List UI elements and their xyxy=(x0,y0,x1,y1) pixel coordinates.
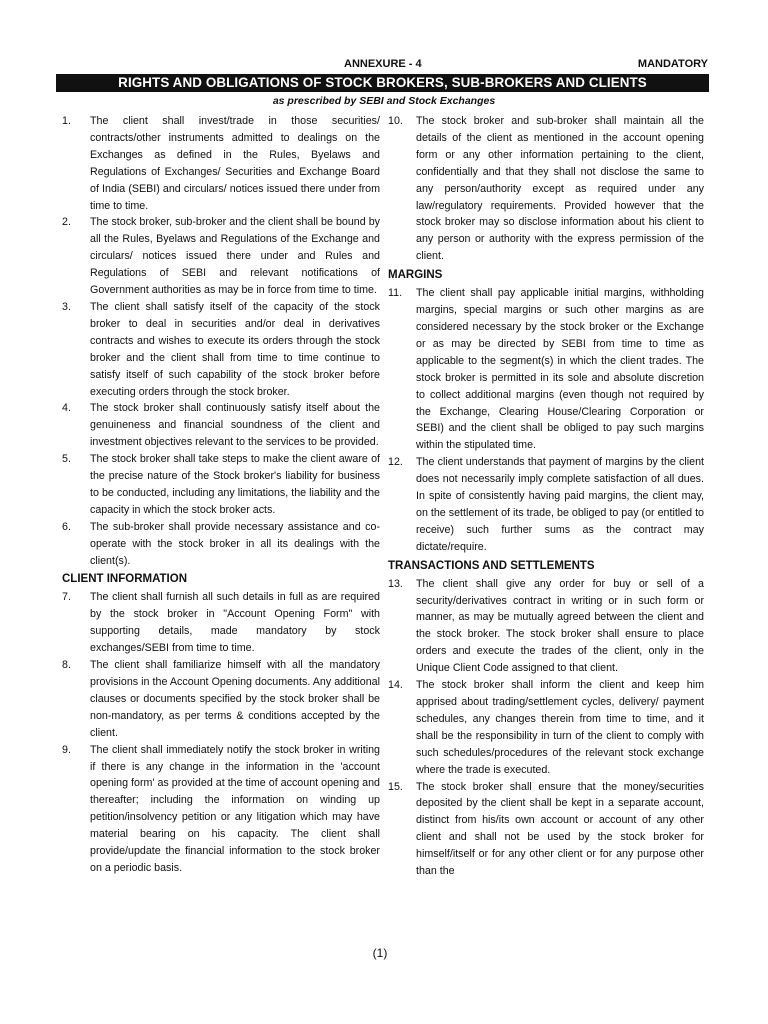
section-heading-margins: MARGINS xyxy=(388,269,443,282)
clause-item xyxy=(62,400,380,451)
section-heading-transactions: TRANSACTIONS AND SETTLEMENTS xyxy=(388,559,595,572)
clause-text: The client shall familiarize himself with all the mandatory provisions in the Account Opening documents. Any additional clauses or documents specified by the stock broker shall be non-mandatory, as per terms & conditions accepted by the client. xyxy=(90,659,380,739)
clause-number: 8. xyxy=(62,659,71,672)
clause-text: The stock broker shall inform the client and keep him apprised about trading/settlement cycles, delivery/ payment schedules, any changes therein from time to time, and it shall be the responsibility in turn of the client to comply with such schedules/procedures of the relevant stock exchange where the trade is executed. xyxy=(416,679,704,776)
clause-text: The client shall satisfy itself of the capacity of the stock broker to deal in securities and/or deal in derivatives contracts and wishes to execute its orders through the stock broker and the client shall from time to time continue to satisfy itself of such capability of the stock broker before executing orders through the stock broker. xyxy=(90,300,380,398)
clause-text: The client understands that payment of margins by the client does not necessarily imply complete satisfaction of all dues. In spite of consistently having paid margins, the client may, on the settlement of its trade, be obliged to pay (or entitled to receive) such further sums as the contract may dictate/require. xyxy=(416,456,704,553)
clause-item xyxy=(62,451,380,519)
clause-number: 4. xyxy=(62,402,71,415)
clause-text: The client shall pay applicable initial margins, withholding margins, special margins or such other margins as are considered necessary by the stock broker or the Exchange or as may be directed by SEBI from time to time as applicable to the segment(s) in which the client trades. The stock broker is permitted in its sole and absolute discretion to collect additional margins (even though not required by the Exchange, Clearing House/Clearing Corporation or SEBI) and the client shall be obliged to pay such margins within the stipulated time. xyxy=(416,287,704,452)
document-title: RIGHTS AND OBLIGATIONS OF STOCK BROKERS, SUB-BROKERS AND CLIENTS xyxy=(56,74,709,92)
mandatory-label: MANDATORY xyxy=(637,58,708,70)
clause-number: 14. xyxy=(388,679,403,692)
clause-item xyxy=(388,779,704,880)
clause-number: 13. xyxy=(388,577,403,590)
clause-number: 12. xyxy=(388,456,403,469)
clause-text: The client shall give any order for buy or sell of a security/derivatives contract in writing or in such form or manner, as may be mutually agreed between the client and the stock broker. The stock broker shall ensure to place orders and execute the trades of the client, only in the Unique Client Code assigned to that client. xyxy=(416,577,704,675)
clause-text: The stock broker shall ensure that the money/securities deposited by the client shall be kept in a separate account, distinct from his/its own account or account of any other client and shall not be used by the stock broker for himself/itself or for any other client or for any purpose other than the xyxy=(416,780,704,878)
clause-number: 10. xyxy=(388,115,403,127)
document-subtitle: as prescribed by SEBI and Stock Exchanges xyxy=(272,95,496,107)
clause-item xyxy=(388,285,704,454)
clause-item xyxy=(62,214,380,299)
clause-text: The stock broker, sub-broker and the client shall be bound by all the Rules, Byelaws and Regulations of the Exchange and circulars/ notices issued there under and Rules and Regulations of SEBI and relevant notifications of Government authorities as may be in force from time to time. xyxy=(90,216,380,297)
clause-item xyxy=(62,589,380,657)
page-number: (1) xyxy=(372,946,388,960)
clause-item xyxy=(62,113,380,214)
clause-text: The stock broker shall take steps to make the client aware of the precise nature of the Stock broker's liability for business to be conducted, including any limitations, the liability and the capacity in which the stock broker acts. xyxy=(90,453,380,516)
clause-item xyxy=(62,657,380,742)
clause-text: The sub-broker shall provide necessary assistance and co-operate with the stock broker in all its dealings with the client(s). xyxy=(90,520,380,567)
clause-number: 15. xyxy=(388,780,403,793)
clause-number: 5. xyxy=(62,453,71,466)
clause-number: 6. xyxy=(62,520,71,533)
clause-number: 11. xyxy=(388,287,403,300)
annexure-label: ANNEXURE - 4 xyxy=(344,58,422,70)
clause-number: 2. xyxy=(62,216,71,229)
clause-number: 3. xyxy=(62,300,71,313)
clause-text: The client shall furnish all such details in full as are required by the stock broker in "Account Opening Form" with supporting details, made mandatory by stock exchanges/SEBI from time to time. xyxy=(90,591,380,655)
clause-text: The stock broker and sub-broker shall maintain all the details of the client as mentioned in the account opening form or any other information pertaining to the client, confidentially and that they shall not disclose the same to any person/authority except as required under any law/regulatory requirements. Provided however that the stock broker may so disclose information about his client to any person or authority with the express permission of the client. xyxy=(416,115,704,263)
clause-item xyxy=(62,742,380,877)
clause-item xyxy=(388,454,704,555)
clause-item xyxy=(62,299,380,400)
clause-text: The stock broker shall continuously satisfy itself about the genuineness and financial soundness of the client and investment objectives relevant to the services to be provided. xyxy=(90,402,380,449)
clause-text: The client shall invest/trade in those securities/ contracts/other instruments admitted to dealings on the Exchanges as defined in the Rules, Byelaws and Regulations of Exchanges/ Securities and Exchange Board of India (SEBI) and circulars/ notices issued there under from time to time. xyxy=(90,115,380,212)
clause-item xyxy=(388,113,704,265)
left-column xyxy=(62,113,380,877)
clause-item xyxy=(388,677,704,778)
clause-number: 7. xyxy=(62,591,71,604)
right-column xyxy=(388,113,704,880)
section-heading-client-information: CLIENT INFORMATION xyxy=(62,573,187,586)
clause-number: 9. xyxy=(62,743,71,756)
clause-item xyxy=(62,519,380,570)
clause-text: The client shall immediately notify the stock broker in writing if there is any change in the information in the 'account opening form' as provided at the time of account opening and thereafter; including the information on winding up petition/insolvency petition or any litigation which may have material bearing on his capacity. The client shall provide/update the financial information to the stock broker on a periodic basis. xyxy=(90,743,380,874)
clause-item xyxy=(388,576,704,677)
clause-number: 1. xyxy=(62,115,71,127)
